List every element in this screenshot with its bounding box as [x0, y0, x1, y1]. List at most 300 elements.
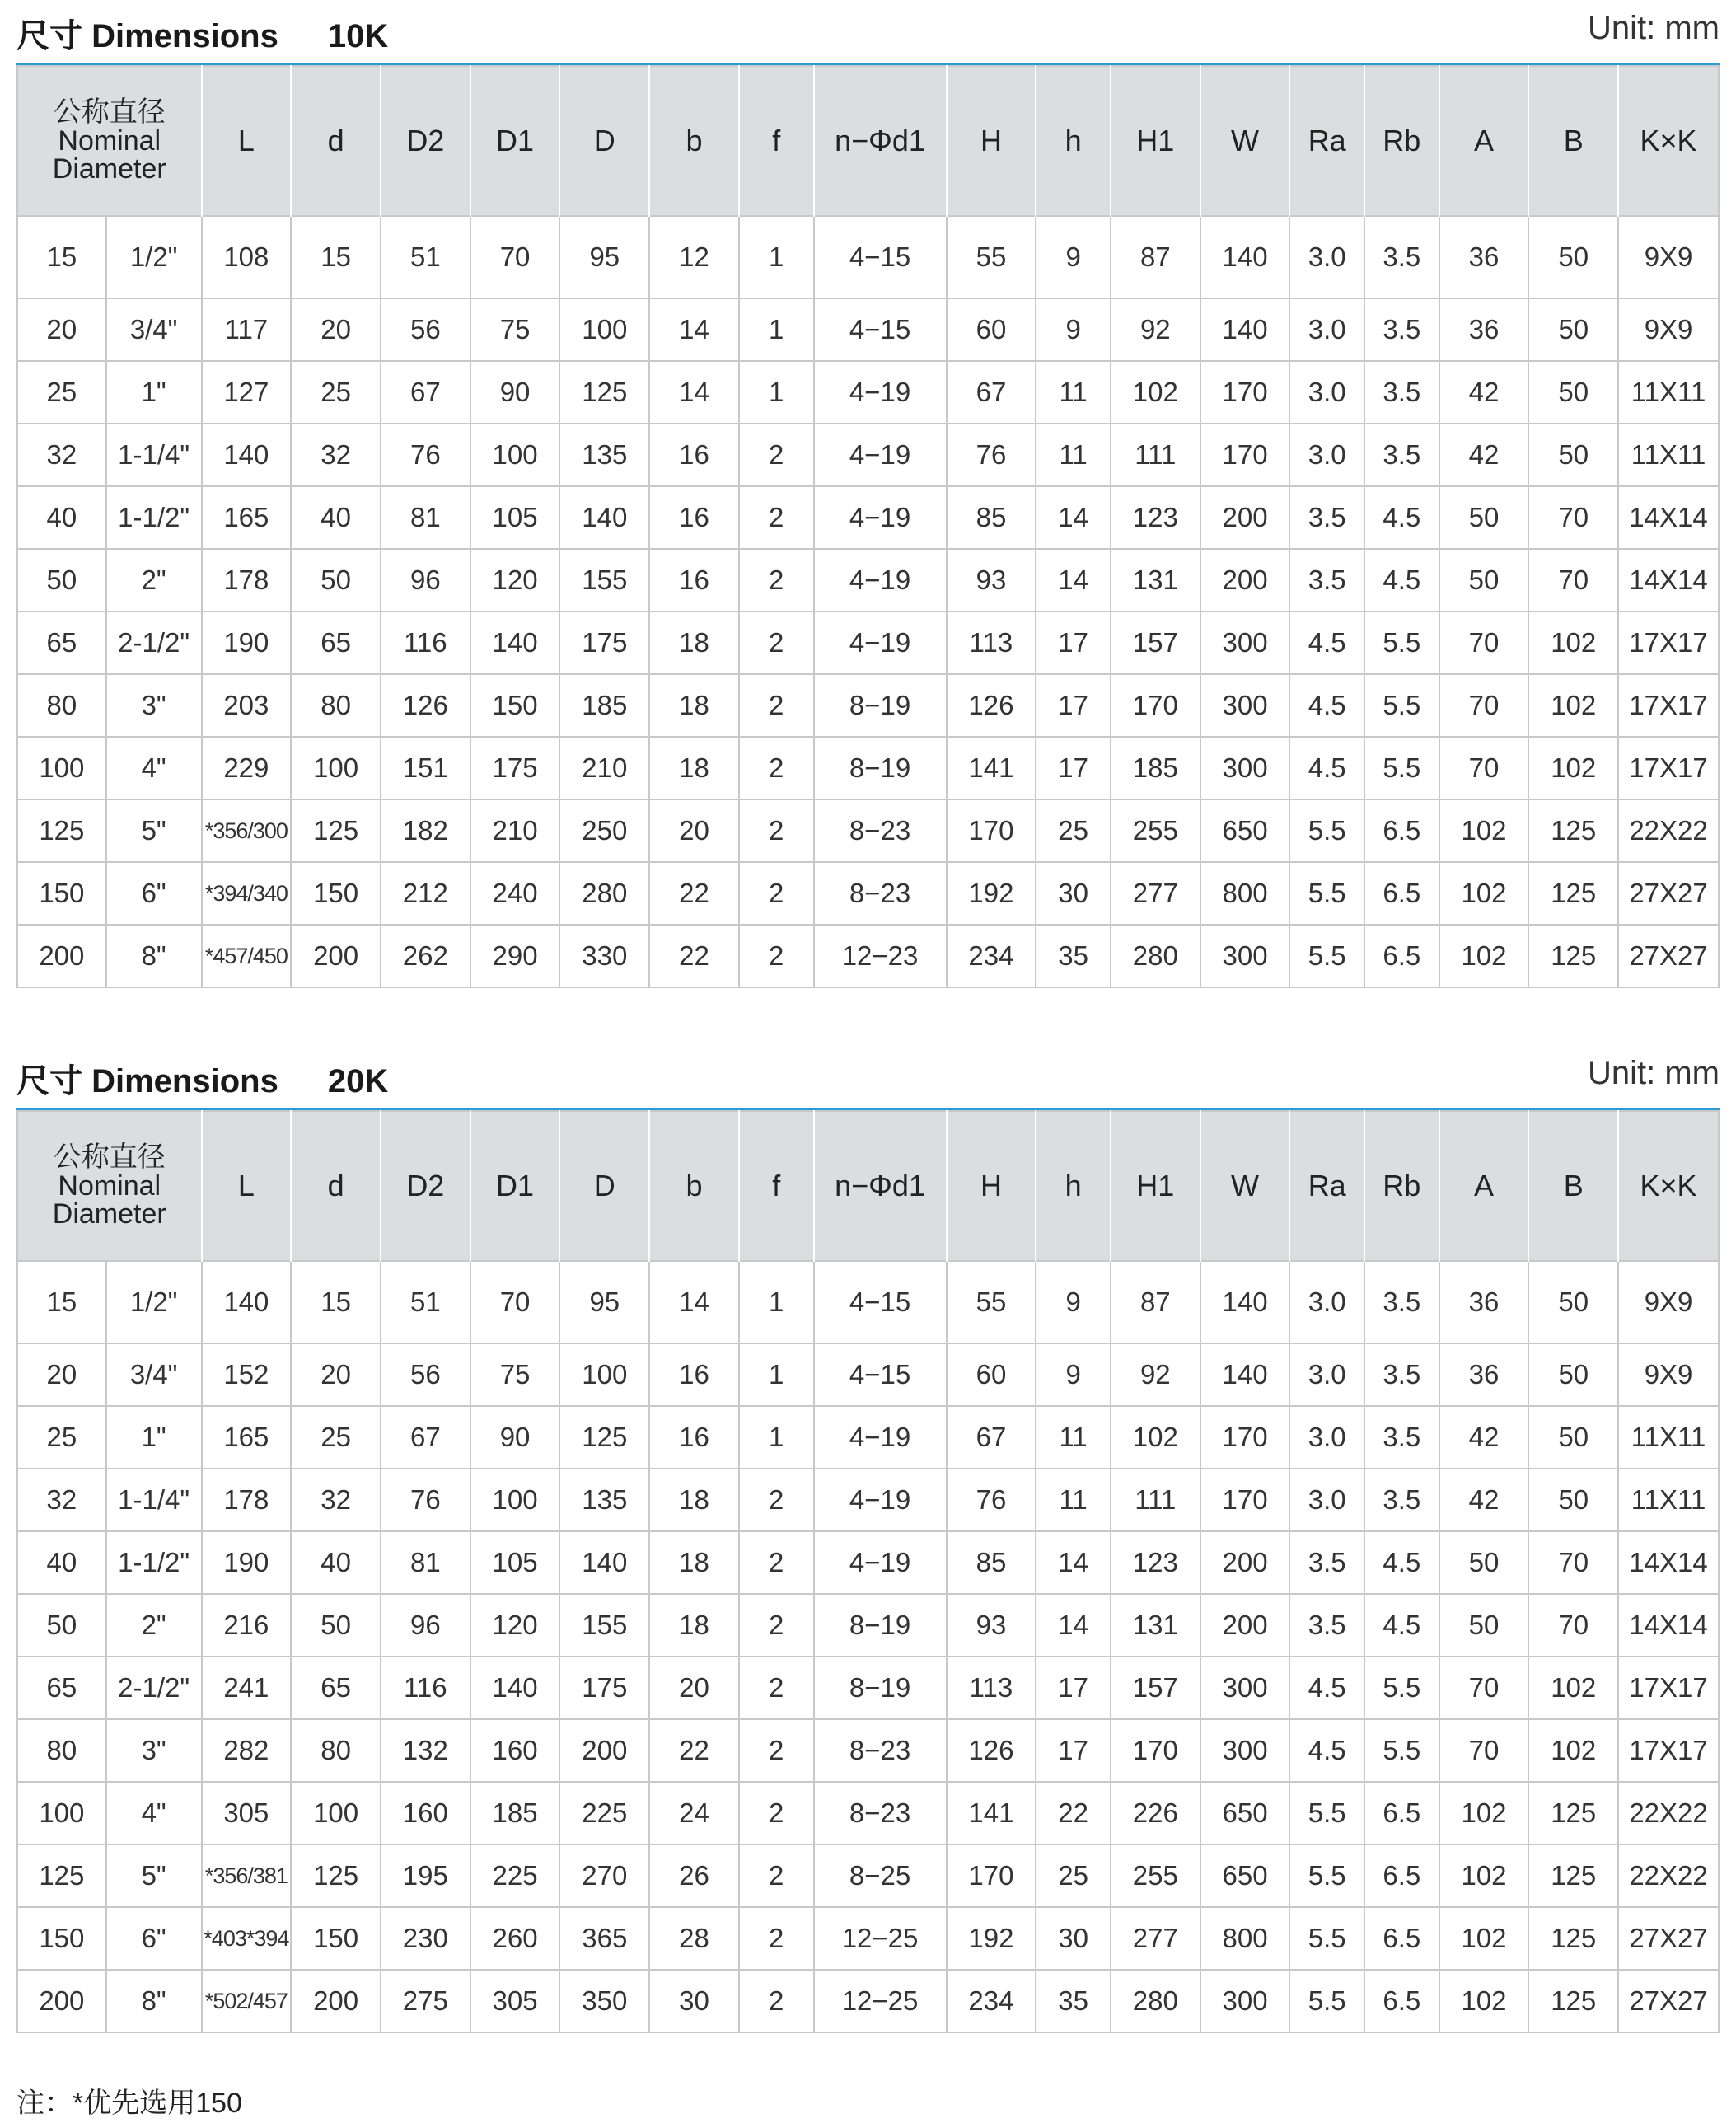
table-cell: 4−19	[814, 1406, 947, 1469]
table-cell: 70	[1439, 737, 1529, 799]
column-header: n−Φd1	[814, 1111, 947, 1261]
header-nominal-diameter	[17, 66, 202, 216]
table-cell: 76	[381, 424, 470, 486]
table-body	[17, 216, 1719, 987]
table-cell: 116	[381, 612, 470, 674]
table-cell: 126	[947, 674, 1036, 737]
table-cell: 229	[202, 737, 292, 799]
table-cell: 2	[739, 925, 814, 987]
table-cell: 1-1/4"	[106, 1469, 202, 1531]
table-cell: 3.5	[1289, 1531, 1364, 1594]
table-cell: 3"	[106, 674, 202, 737]
table-cell: 170	[1200, 424, 1290, 486]
table-cell: 9X9	[1618, 298, 1719, 361]
column-header: b	[649, 1111, 739, 1261]
table-row	[17, 925, 1719, 987]
table-cell: 195	[381, 1844, 470, 1907]
table-cell: 50	[1528, 361, 1618, 424]
table-cell: 3"	[106, 1719, 202, 1782]
table-cell: 305	[202, 1782, 292, 1844]
table-cell: 4.5	[1364, 1531, 1439, 1594]
table-cell: 22X22	[1618, 799, 1719, 862]
table-cell: 70	[1439, 1657, 1529, 1719]
table-cell: 150	[291, 862, 381, 925]
table-cell: 17	[1036, 1719, 1111, 1782]
table-cell: 230	[381, 1907, 470, 1970]
unit-label: Unit: mm	[1588, 1055, 1720, 1091]
table-cell: 92	[1111, 298, 1200, 361]
table-cell: 32	[17, 424, 106, 486]
table-cell: 102	[1528, 737, 1618, 799]
table-cell: 100	[17, 737, 106, 799]
table-cell: 151	[381, 737, 470, 799]
table-cell: 126	[381, 674, 470, 737]
table-cell: 14X14	[1618, 486, 1719, 549]
table-cell: 9X9	[1618, 216, 1719, 298]
table-cell: 50	[1439, 486, 1529, 549]
table-cell: 15	[291, 1261, 381, 1343]
table-cell: 6.5	[1364, 925, 1439, 987]
table-cell: 1/2"	[106, 1261, 202, 1343]
table-cell: 116	[381, 1657, 470, 1719]
table-cell: 17	[1036, 674, 1111, 737]
table-cell: 40	[17, 486, 106, 549]
table-cell: 255	[1111, 1844, 1200, 1907]
column-header: H1	[1111, 66, 1200, 216]
table-cell: 282	[202, 1719, 292, 1782]
column-header: D	[559, 1111, 649, 1261]
table-cell: 4.5	[1289, 1657, 1364, 1719]
table-cell: 55	[947, 1261, 1036, 1343]
table-cell: 50	[17, 1594, 106, 1657]
table-cell: 70	[1528, 486, 1618, 549]
table-cell: 18	[649, 1594, 739, 1657]
table-cell: 2	[739, 549, 814, 612]
table-cell: 11X11	[1618, 1469, 1719, 1531]
table-cell: 50	[291, 1594, 381, 1657]
table-cell: 50	[1528, 1261, 1618, 1343]
table-cell: 4−15	[814, 216, 947, 298]
column-header: n−Φd1	[814, 66, 947, 216]
table-cell: 1-1/2"	[106, 1531, 202, 1594]
table-cell: 67	[381, 1406, 470, 1469]
table-cell: 192	[947, 862, 1036, 925]
pressure-rating: 10K	[327, 18, 389, 54]
table-cell: 117	[202, 298, 292, 361]
table-cell: 165	[202, 486, 292, 549]
table-cell: 36	[1439, 298, 1529, 361]
table-cell: 32	[17, 1469, 106, 1531]
table-cell: 102	[1111, 1406, 1200, 1469]
table-cell: 365	[559, 1907, 649, 1970]
table-cell: 290	[470, 925, 560, 987]
table-row	[17, 1343, 1719, 1406]
table-cell: 92	[1111, 1343, 1200, 1406]
table-cell: 102	[1111, 361, 1200, 424]
table-cell: 8−25	[814, 1844, 947, 1907]
table-cell: 40	[291, 1531, 381, 1594]
table-cell: 200	[291, 925, 381, 987]
table-cell: 14X14	[1618, 549, 1719, 612]
table-cell: 20	[17, 1343, 106, 1406]
table-cell: 16	[649, 549, 739, 612]
table-row	[17, 612, 1719, 674]
table-body	[17, 1261, 1719, 2032]
table-row	[17, 1907, 1719, 1970]
table-cell: 80	[291, 1719, 381, 1782]
column-header: W	[1200, 66, 1290, 216]
table-row	[17, 862, 1719, 925]
table-cell: 105	[470, 486, 560, 549]
column-header: d	[291, 1111, 381, 1261]
table-row	[17, 549, 1719, 612]
table-cell: 9	[1036, 216, 1111, 298]
table-cell: 305	[470, 1970, 560, 2032]
table-cell: 11X11	[1618, 361, 1719, 424]
table-cell: 2	[739, 1469, 814, 1531]
table-cell: 120	[470, 549, 560, 612]
table-cell: 85	[947, 1531, 1036, 1594]
table-cell: 18	[649, 1531, 739, 1594]
table-cell: 152	[202, 1343, 292, 1406]
table-cell: 22	[1036, 1782, 1111, 1844]
table-cell: 65	[17, 612, 106, 674]
table-cell: 140	[202, 424, 292, 486]
table-cell: 27X27	[1618, 862, 1719, 925]
table-cell: 131	[1111, 549, 1200, 612]
table-cell: 190	[202, 1531, 292, 1594]
table-cell: 178	[202, 549, 292, 612]
table-cell: 1-1/4"	[106, 424, 202, 486]
table-cell: 3.0	[1289, 361, 1364, 424]
table-cell: 11X11	[1618, 1406, 1719, 1469]
table-cell: 75	[470, 298, 560, 361]
table-row	[17, 1531, 1719, 1594]
table-cell: 330	[559, 925, 649, 987]
table-cell: 277	[1111, 1907, 1200, 1970]
table-cell: 14	[1036, 486, 1111, 549]
table-cell: *457/450	[202, 925, 292, 987]
table-cell: 36	[1439, 1261, 1529, 1343]
table-cell: 300	[1200, 925, 1290, 987]
table-cell: 4−15	[814, 1343, 947, 1406]
table-cell: 3.0	[1289, 1469, 1364, 1531]
table-cell: 76	[381, 1469, 470, 1531]
table-cell: 280	[559, 862, 649, 925]
table-cell: 170	[1111, 674, 1200, 737]
table-cell: 9	[1036, 298, 1111, 361]
table-cell: 135	[559, 424, 649, 486]
table-cell: 70	[1528, 1531, 1618, 1594]
table-cell: 240	[470, 862, 560, 925]
table-cell: 11	[1036, 361, 1111, 424]
table-cell: 3.0	[1289, 1261, 1364, 1343]
column-header: Ra	[1289, 66, 1364, 216]
table-cell: 20	[291, 298, 381, 361]
table-cell: 6"	[106, 1907, 202, 1970]
table-cell: 140	[470, 612, 560, 674]
table-row	[17, 674, 1719, 737]
table-cell: 30	[1036, 1907, 1111, 1970]
table-cell: 1	[739, 298, 814, 361]
table-cell: 35	[1036, 1970, 1111, 2032]
table-cell: 5.5	[1289, 1782, 1364, 1844]
table-cell: 102	[1439, 1907, 1529, 1970]
table-cell: 27X27	[1618, 1970, 1719, 2032]
table-cell: 234	[947, 925, 1036, 987]
table-cell: 225	[470, 1844, 560, 1907]
table-cell: 70	[470, 216, 560, 298]
table-cell: 18	[649, 1469, 739, 1531]
table-cell: 2	[739, 1719, 814, 1782]
header-nominal-en1: Nominal	[58, 1169, 161, 1202]
table-cell: 5.5	[1364, 612, 1439, 674]
table-cell: 50	[1439, 1594, 1529, 1657]
table-cell: 50	[1439, 549, 1529, 612]
table-cell: 2"	[106, 549, 202, 612]
table-cell: 150	[291, 1907, 381, 1970]
table-cell: 35	[1036, 925, 1111, 987]
table-cell: 20	[291, 1343, 381, 1406]
table-cell: 170	[1200, 1469, 1290, 1531]
table-cell: 140	[470, 1657, 560, 1719]
dimensions-table	[16, 65, 1720, 988]
table-cell: 2	[739, 424, 814, 486]
section-title	[16, 1055, 388, 1102]
table-cell: 22	[649, 1719, 739, 1782]
table-cell: 170	[947, 1844, 1036, 1907]
table-cell: 141	[947, 737, 1036, 799]
table-cell: 17X17	[1618, 737, 1719, 799]
table-cell: 50	[1528, 1343, 1618, 1406]
table-cell: 241	[202, 1657, 292, 1719]
table-cell: 4−19	[814, 612, 947, 674]
table-cell: 4.5	[1289, 612, 1364, 674]
table-cell: 125	[559, 361, 649, 424]
table-cell: 17X17	[1618, 1719, 1719, 1782]
table-cell: 140	[202, 1261, 292, 1343]
table-cell: 12−23	[814, 925, 947, 987]
table-cell: 17	[1036, 612, 1111, 674]
table-cell: 5.5	[1289, 799, 1364, 862]
table-row	[17, 737, 1719, 799]
table-cell: 190	[202, 612, 292, 674]
table-cell: 56	[381, 298, 470, 361]
table-cell: 22	[649, 862, 739, 925]
table-cell: 14	[649, 1261, 739, 1343]
table-cell: 140	[559, 1531, 649, 1594]
table-cell: 3.5	[1289, 549, 1364, 612]
table-cell: 12−25	[814, 1970, 947, 2032]
table-cell: 2	[739, 862, 814, 925]
table-cell: 300	[1200, 1719, 1290, 1782]
table-cell: 100	[291, 737, 381, 799]
table-cell: 1	[739, 1343, 814, 1406]
table-cell: 3.5	[1364, 298, 1439, 361]
table-cell: 280	[1111, 1970, 1200, 2032]
table-cell: 67	[947, 1406, 1036, 1469]
table-cell: 3.0	[1289, 216, 1364, 298]
column-header: Rb	[1364, 1111, 1439, 1261]
table-cell: 280	[1111, 925, 1200, 987]
table-cell: 100	[470, 424, 560, 486]
column-header: A	[1439, 66, 1529, 216]
table-cell: 11	[1036, 424, 1111, 486]
table-cell: 226	[1111, 1782, 1200, 1844]
table-cell: 9	[1036, 1261, 1111, 1343]
table-cell: 150	[470, 674, 560, 737]
table-cell: 3.0	[1289, 1406, 1364, 1469]
table-cell: 100	[559, 298, 649, 361]
table-cell: 8−19	[814, 737, 947, 799]
table-cell: 5.5	[1289, 925, 1364, 987]
table-cell: 70	[1439, 612, 1529, 674]
section-10k	[16, 0, 1720, 988]
table-cell: 150	[17, 862, 106, 925]
table-cell: 8"	[106, 1970, 202, 2032]
table-cell: 125	[1528, 1782, 1618, 1844]
column-header: D1	[470, 1111, 560, 1261]
table-cell: 17X17	[1618, 674, 1719, 737]
table-cell: 3.5	[1364, 1406, 1439, 1469]
column-header: h	[1036, 1111, 1111, 1261]
table-cell: 175	[559, 612, 649, 674]
section-header	[16, 1045, 1720, 1108]
table-cell: 192	[947, 1907, 1036, 1970]
table-cell: 125	[1528, 925, 1618, 987]
table-cell: 102	[1439, 1844, 1529, 1907]
table-cell: 2	[739, 1970, 814, 2032]
table-cell: 4−19	[814, 549, 947, 612]
table-cell: 260	[470, 1907, 560, 1970]
table-cell: 14	[1036, 1531, 1111, 1594]
table-cell: 75	[470, 1343, 560, 1406]
header-row	[17, 1111, 1719, 1261]
table-cell: 6.5	[1364, 1970, 1439, 2032]
table-cell: 25	[1036, 799, 1111, 862]
table-cell: 123	[1111, 1531, 1200, 1594]
table-cell: 4.5	[1289, 737, 1364, 799]
table-cell: 25	[291, 361, 381, 424]
table-cell: 65	[291, 1657, 381, 1719]
table-cell: 800	[1200, 1907, 1290, 1970]
table-cell: 170	[1200, 361, 1290, 424]
table-cell: 182	[381, 799, 470, 862]
table-cell: 140	[1200, 216, 1290, 298]
table-cell: 6.5	[1364, 1844, 1439, 1907]
table-cell: 350	[559, 1970, 649, 2032]
table-cell: 132	[381, 1719, 470, 1782]
table-cell: 200	[17, 1970, 106, 2032]
table-cell: 50	[1528, 1469, 1618, 1531]
table-cell: 300	[1200, 1657, 1290, 1719]
column-header: f	[739, 1111, 814, 1261]
table-cell: 165	[202, 1406, 292, 1469]
table-header	[17, 66, 1719, 216]
table-cell: 1	[739, 216, 814, 298]
table-cell: 160	[470, 1719, 560, 1782]
table-cell: 140	[1200, 1343, 1290, 1406]
table-cell: 87	[1111, 216, 1200, 298]
table-cell: *502/457	[202, 1970, 292, 2032]
section-header	[16, 0, 1720, 63]
table-cell: 50	[17, 549, 106, 612]
table-cell: 650	[1200, 1782, 1290, 1844]
table-cell: 60	[947, 298, 1036, 361]
table-cell: 70	[470, 1261, 560, 1343]
table-cell: 2	[739, 486, 814, 549]
table-cell: 1"	[106, 361, 202, 424]
table-cell: 275	[381, 1970, 470, 2032]
table-row	[17, 1782, 1719, 1844]
table-cell: 185	[470, 1782, 560, 1844]
table-row	[17, 1594, 1719, 1657]
table-cell: 2-1/2"	[106, 1657, 202, 1719]
table-cell: 4.5	[1289, 1719, 1364, 1782]
table-cell: 100	[17, 1782, 106, 1844]
table-cell: *356/381	[202, 1844, 292, 1907]
table-cell: 1	[739, 361, 814, 424]
header-nominal-en2: Diameter	[52, 153, 166, 185]
table-cell: 3.5	[1364, 1261, 1439, 1343]
table-cell: 20	[649, 799, 739, 862]
table-row	[17, 799, 1719, 862]
column-header: B	[1528, 66, 1618, 216]
table-cell: 3/4"	[106, 1343, 202, 1406]
table-cell: 4−19	[814, 486, 947, 549]
table-cell: 60	[947, 1343, 1036, 1406]
table-cell: *394/340	[202, 862, 292, 925]
table-cell: 90	[470, 1406, 560, 1469]
table-cell: 216	[202, 1594, 292, 1657]
table-cell: 70	[1439, 674, 1529, 737]
table-cell: 70	[1528, 1594, 1618, 1657]
table-cell: 100	[470, 1469, 560, 1531]
table-cell: 81	[381, 1531, 470, 1594]
table-cell: 28	[649, 1907, 739, 1970]
table-cell: 80	[17, 674, 106, 737]
table-cell: 65	[291, 612, 381, 674]
table-cell: 51	[381, 1261, 470, 1343]
table-cell: 11	[1036, 1469, 1111, 1531]
table-cell: 50	[1528, 216, 1618, 298]
table-row	[17, 298, 1719, 361]
table-cell: 6.5	[1364, 1907, 1439, 1970]
table-cell: 16	[649, 1343, 739, 1406]
table-cell: 2	[739, 1844, 814, 1907]
table-cell: 85	[947, 486, 1036, 549]
table-cell: 81	[381, 486, 470, 549]
table-cell: 17	[1036, 737, 1111, 799]
table-cell: 131	[1111, 1594, 1200, 1657]
table-cell: 27X27	[1618, 1907, 1719, 1970]
title-text: 尺寸 Dimensions	[16, 18, 278, 54]
table-cell: 102	[1528, 1719, 1618, 1782]
table-cell: 9X9	[1618, 1261, 1719, 1343]
table-cell: 210	[559, 737, 649, 799]
table-cell: 27X27	[1618, 925, 1719, 987]
table-cell: 200	[1200, 549, 1290, 612]
table-cell: 32	[291, 424, 381, 486]
column-header: b	[649, 66, 739, 216]
table-cell: 113	[947, 612, 1036, 674]
table-cell: 55	[947, 216, 1036, 298]
table-cell: 14X14	[1618, 1531, 1719, 1594]
column-header: B	[1528, 1111, 1618, 1261]
table-cell: 15	[17, 1261, 106, 1343]
column-header: W	[1200, 1111, 1290, 1261]
table-cell: 105	[470, 1531, 560, 1594]
